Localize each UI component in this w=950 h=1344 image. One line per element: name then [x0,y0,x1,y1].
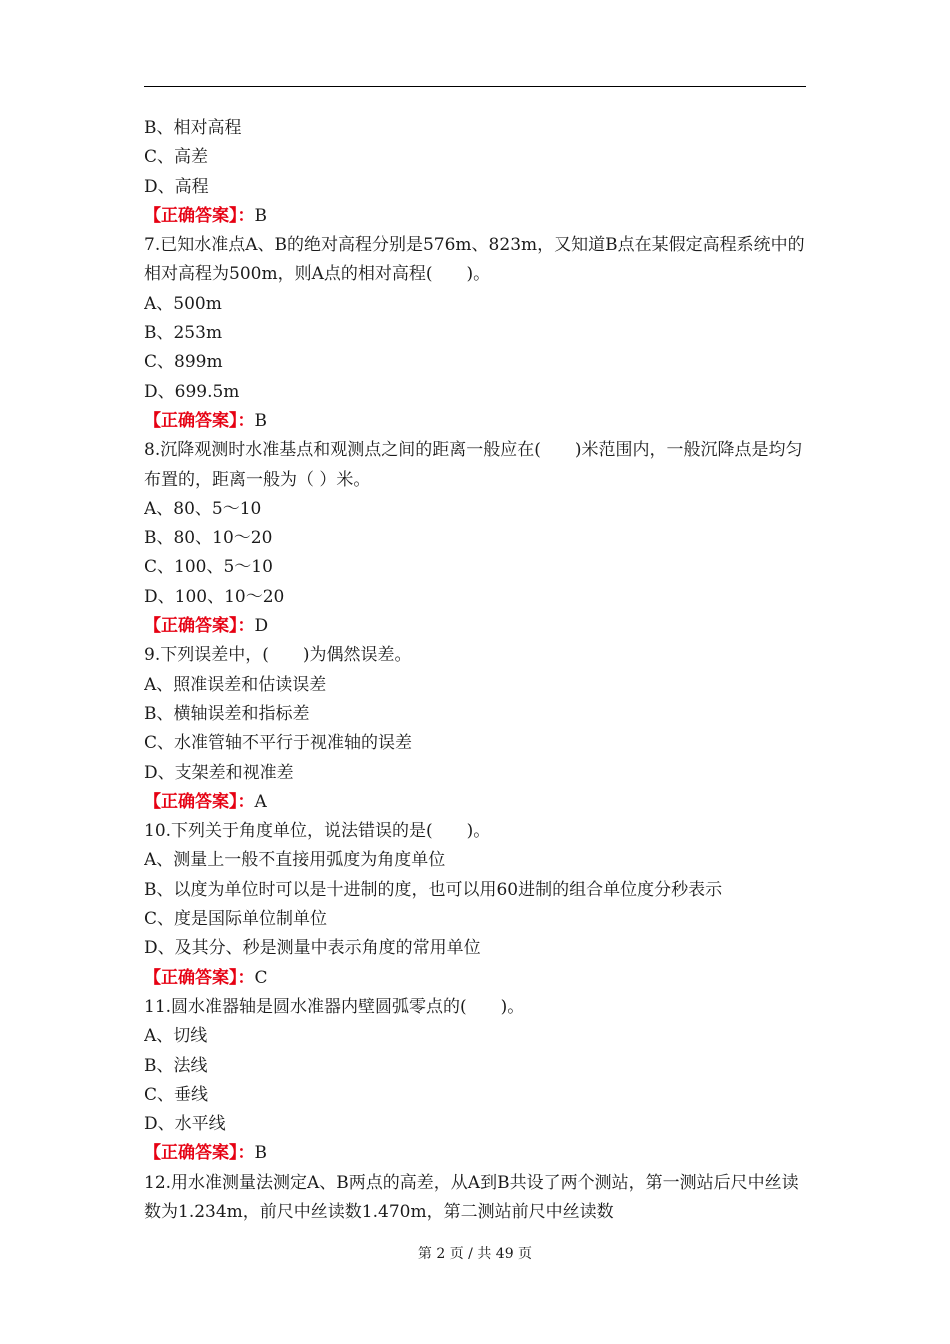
answer-row [144,1139,806,1168]
answer-row [144,788,806,817]
answer-label: 【正确答案】： [144,616,255,637]
option-line: A、80、5～10 [144,498,262,519]
option-line: D、100、10～20 [144,586,285,607]
option-line: B、横轴误差和指标差 [144,703,310,724]
answer-value: B [254,205,267,226]
option-line: B、相对高程 [144,118,242,138]
option-line: B、253m [144,323,223,344]
answer-row [144,407,806,436]
page-footer: 第 2 页 / 共 49 页 [417,1246,533,1262]
option-line: C、100、5～10 [144,557,273,578]
question-block [144,641,806,817]
question-block [144,993,806,1169]
option-line: D、699.5m [144,381,240,402]
answer-value: B [254,410,267,431]
option-line: C、度是国际单位制单位 [144,909,328,930]
option-line: A、测量上一般不直接用弧度为角度单位 [144,850,446,871]
option-line: B、以度为单位时可以是十进制的度，也可以用60进制的组合单位度分秒表示 [144,879,723,900]
question-block [144,436,806,641]
option-line: C、899m [144,352,223,373]
question-stem: 11.圆水准器轴是圆水准器内壁圆弧零点的( )。 [144,996,525,1017]
question-stem: 12.用水准测量法测定A、B两点的高差，从A到B共设了两个测站，第一测站后尺中丝读数为1.234m，前尺中丝读数1.470m，第二测站前尺中丝读数 [144,1172,799,1222]
answer-value: D [254,616,269,637]
answer-row [144,964,806,993]
option-line: D、高程 [144,176,209,197]
continued-question [144,114,806,231]
question-stem: 9.下列误差中，( )为偶然误差。 [144,645,412,666]
page-content [144,114,806,1227]
answer-value: A [254,791,267,812]
answer-label: 【正确答案】： [144,1143,255,1164]
question-block [144,1169,806,1228]
option-line: A、切线 [144,1026,208,1047]
option-line: C、水准管轴不平行于视准轴的误差 [144,733,413,754]
answer-label: 【正确答案】： [144,967,255,988]
question-stem: 10.下列关于角度单位，说法错误的是( )。 [144,821,491,842]
option-line: C、垂线 [144,1084,209,1105]
option-line: C、高差 [144,147,209,168]
question-block [144,231,806,436]
answer-label: 【正确答案】： [144,410,255,431]
question-stem: 8.沉降观测时水准基点和观测点之间的距离一般应在( )米范围内，一般沉降点是均匀布置的，距离一般为（ ）米。 [144,440,803,490]
header-rule [144,86,806,87]
answer-row [144,202,806,231]
answer-label: 【正确答案】： [144,205,255,226]
answer-value: C [254,967,268,988]
option-line: A、照准误差和估读误差 [144,674,327,695]
option-line: B、法线 [144,1055,208,1076]
answer-label: 【正确答案】： [144,791,255,812]
option-line: D、支架差和视准差 [144,762,294,783]
option-line: A、500m [144,293,222,314]
answer-row [144,612,806,641]
option-line: B、80、10～20 [144,528,273,549]
answer-value: B [254,1143,267,1164]
option-line: D、水平线 [144,1114,226,1135]
question-block [144,817,806,993]
option-line: D、及其分、秒是测量中表示角度的常用单位 [144,938,481,959]
question-stem: 7.已知水准点A、B的绝对高程分别是576m、823m，又知道B点在某假定高程系统中的相对高程为500m，则A点的相对高程( )。 [144,235,805,285]
